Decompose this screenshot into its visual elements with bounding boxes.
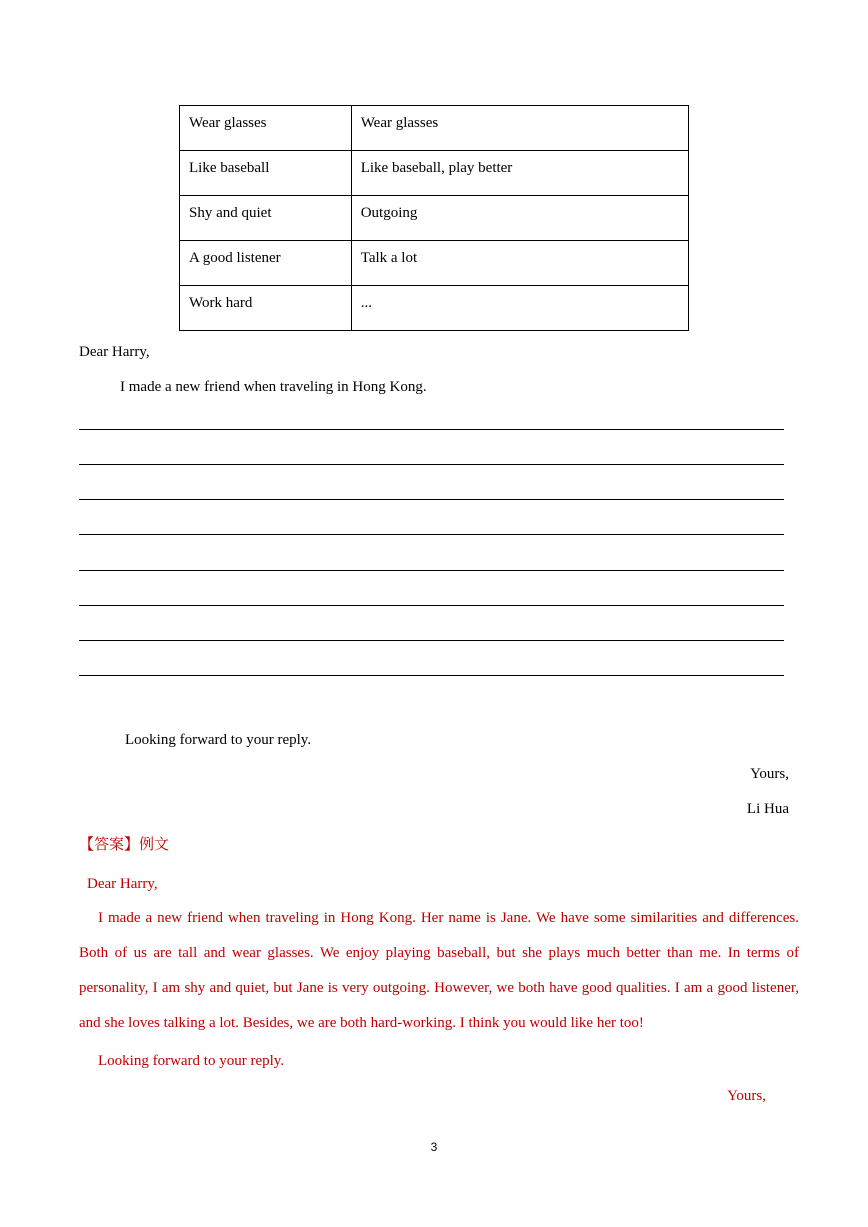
writing-line <box>79 499 784 500</box>
letter-signature: Li Hua <box>746 801 789 817</box>
writing-line <box>79 534 784 535</box>
table-row <box>180 286 689 331</box>
letter-greeting: Dear Harry, <box>79 344 150 360</box>
writing-line <box>79 570 784 571</box>
answer-body: I made a new friend when traveling in Hong Kong. Her name is Jane. We have some similarities and differences. Both of us are tall and wear glasses. We enjoy playing baseball, but she plays much better than me. In terms of personality, I am shy and quiet, but Jane is very outgoing. However, we both have good qualities. I am a good listener, and she loves talking a lot. Besides, we are both hard-working. I think you would like her too! <box>79 910 799 1031</box>
table-cell: Wear glasses <box>351 106 688 151</box>
page-number: 3 <box>430 1140 438 1154</box>
table-cell: Like baseball, play better <box>351 151 688 196</box>
letter-closing: Looking forward to your reply. <box>125 732 312 748</box>
table-cell: ... <box>351 286 688 331</box>
table-cell: Work hard <box>180 286 352 331</box>
answer-closing: Looking forward to your reply. <box>98 1053 285 1069</box>
table-row <box>180 196 689 241</box>
writing-line <box>79 605 784 606</box>
letter-signoff: Yours, <box>750 766 789 782</box>
table-row <box>180 106 689 151</box>
table-cell: A good listener <box>180 241 352 286</box>
writing-line <box>79 675 784 676</box>
writing-line <box>79 464 784 465</box>
writing-line <box>79 640 784 641</box>
table-cell: Wear glasses <box>180 106 352 151</box>
answer-signoff: Yours, <box>727 1088 766 1104</box>
writing-line <box>79 429 784 430</box>
table-cell: Outgoing <box>351 196 688 241</box>
table-cell: Like baseball <box>180 151 352 196</box>
answer-greeting: Dear Harry, <box>87 876 158 892</box>
table-cell: Shy and quiet <box>180 196 352 241</box>
table-row <box>180 151 689 196</box>
comparison-table <box>179 105 689 331</box>
table-row <box>180 241 689 286</box>
letter-opening: I made a new friend when traveling in Hong Kong. <box>120 379 427 395</box>
table-cell: Talk a lot <box>351 241 688 286</box>
answer-label: 【答案】例文 <box>79 837 170 853</box>
